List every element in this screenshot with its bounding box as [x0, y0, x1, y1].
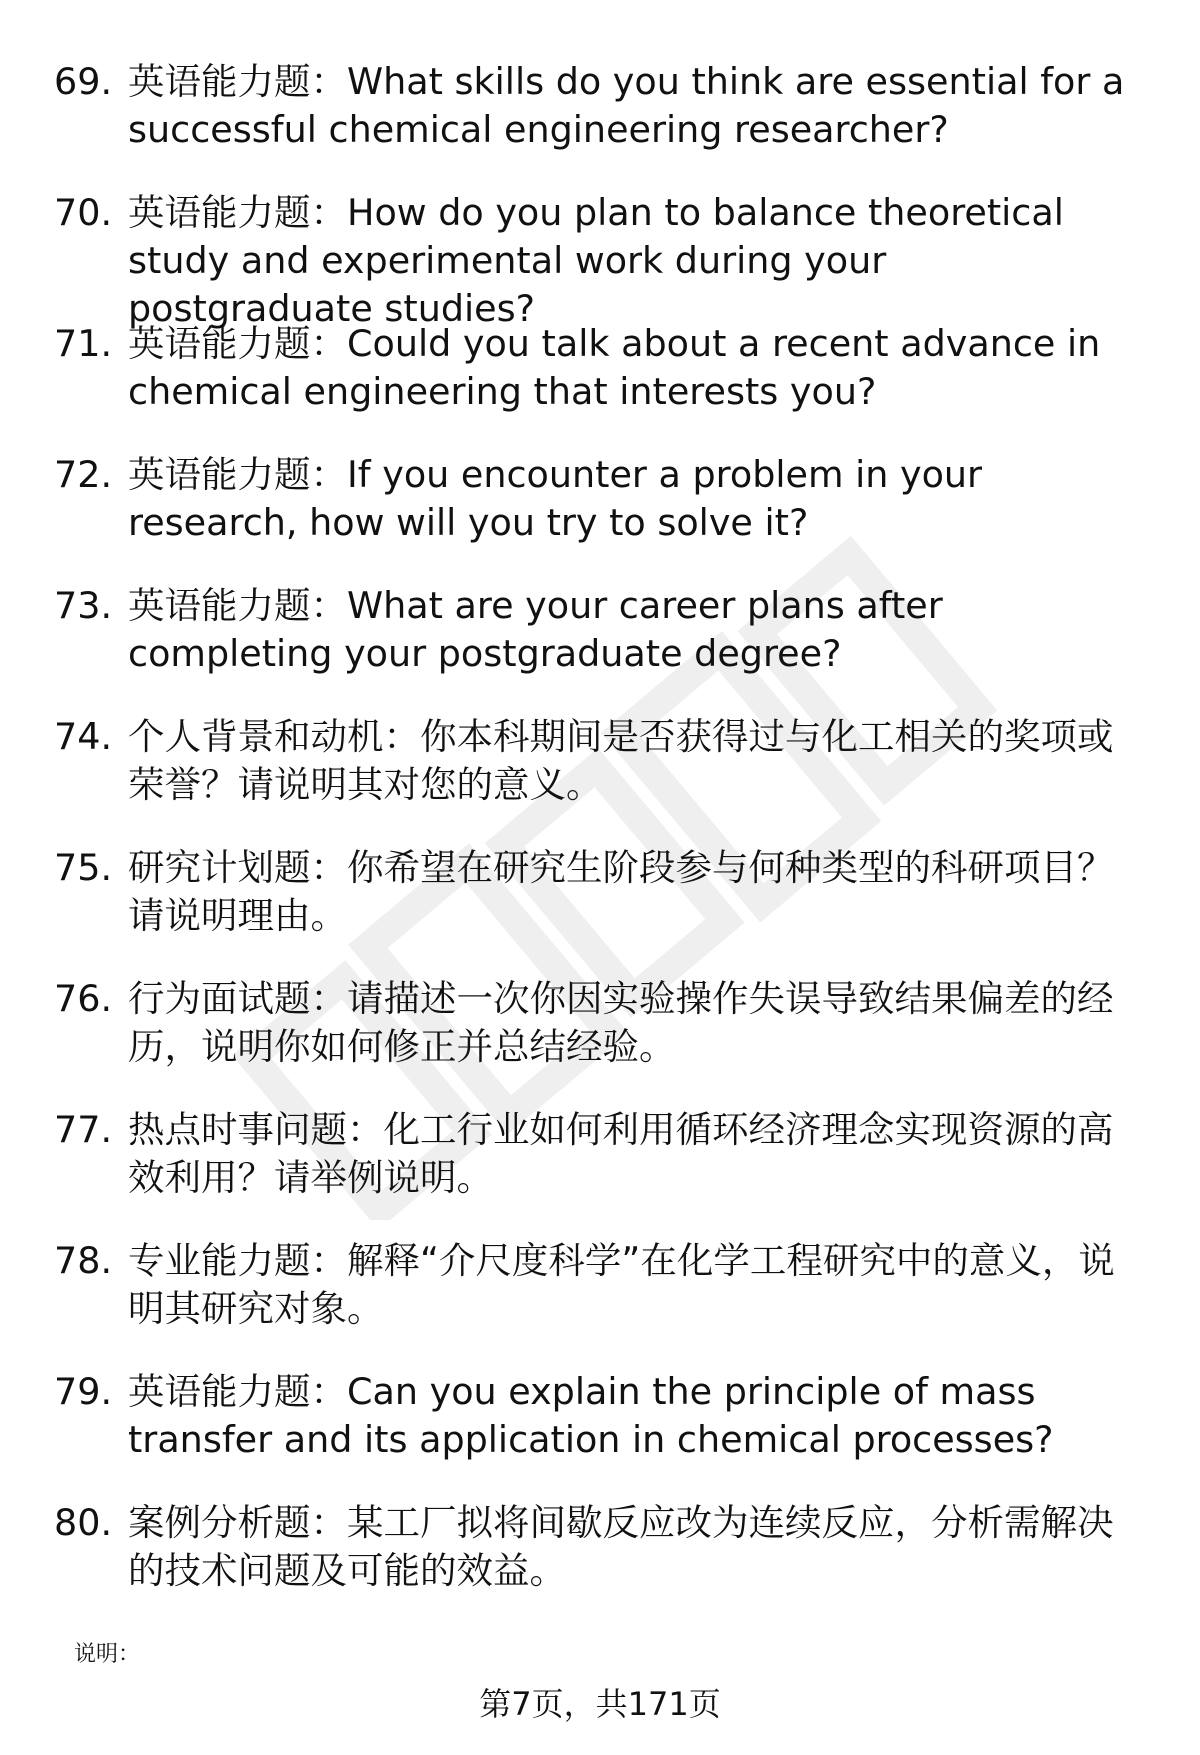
question-text: 英语能力题：How do you plan to balance theoretical study and experimental work during your postgraduate studies?	[128, 191, 1064, 330]
list-item	[54, 1368, 1154, 1499]
question-text: 研究计划题：你希望在研究生阶段参与何种类型的科研项目？请说明理由。	[128, 846, 1114, 937]
list-item	[54, 1237, 1154, 1368]
question-number: 77.	[54, 1108, 113, 1151]
list-item	[54, 58, 1154, 189]
question-text: 英语能力题：What skills do you think are essential for a successful chemical engineering researcher?	[128, 60, 1125, 151]
question-number: 74.	[54, 715, 113, 758]
list-item	[54, 582, 1154, 713]
question-text: 热点时事问题：化工行业如何利用循环经济理念实现资源的高效利用？请举例说明。	[128, 1108, 1114, 1199]
question-number: 78.	[54, 1239, 113, 1282]
list-item	[54, 189, 1154, 330]
question-number: 73.	[54, 584, 113, 627]
question-text: 英语能力题：Can you explain the principle of mass transfer and its application in chemical processes?	[128, 1370, 1054, 1461]
question-number: 71.	[54, 322, 113, 365]
note-label: 说明：	[74, 1642, 141, 1667]
question-text: 行为面试题：请描述一次你因实验操作失误导致结果偏差的经历，说明你如何修正并总结经验。	[128, 977, 1114, 1068]
list-item	[54, 451, 1154, 582]
question-text: 英语能力题：What are your career plans after completing your postgraduate degree?	[128, 584, 943, 675]
list-item	[54, 975, 1154, 1106]
question-number: 72.	[54, 453, 113, 496]
question-number: 76.	[54, 977, 113, 1020]
question-text: 英语能力题：If you encounter a problem in your research, how will you try to solve it?	[128, 453, 983, 544]
question-text: 案例分析题：某工厂拟将间歇反应改为连续反应，分析需解决的技术问题及可能的效益。	[128, 1501, 1114, 1592]
question-number: 79.	[54, 1370, 113, 1413]
question-number: 75.	[54, 846, 113, 889]
page-number-footer: 第7页，共171页	[479, 1685, 721, 1723]
list-item	[54, 320, 1154, 451]
question-list	[54, 58, 1154, 1630]
list-item	[54, 1106, 1154, 1237]
question-text: 英语能力题：Could you talk about a recent advance in chemical engineering that interests you?	[128, 322, 1101, 413]
list-item	[54, 844, 1154, 975]
list-item	[54, 713, 1154, 844]
question-text: 个人背景和动机：你本科期间是否获得过与化工相关的奖项或荣誉？请说明其对您的意义。	[128, 715, 1114, 806]
question-number: 70.	[54, 191, 113, 234]
question-number: 80.	[54, 1501, 113, 1544]
question-number: 69.	[54, 60, 113, 103]
list-item	[54, 1499, 1154, 1630]
question-text: 专业能力题：解释“介尺度科学”在化学工程研究中的意义，说明其研究对象。	[128, 1239, 1115, 1330]
